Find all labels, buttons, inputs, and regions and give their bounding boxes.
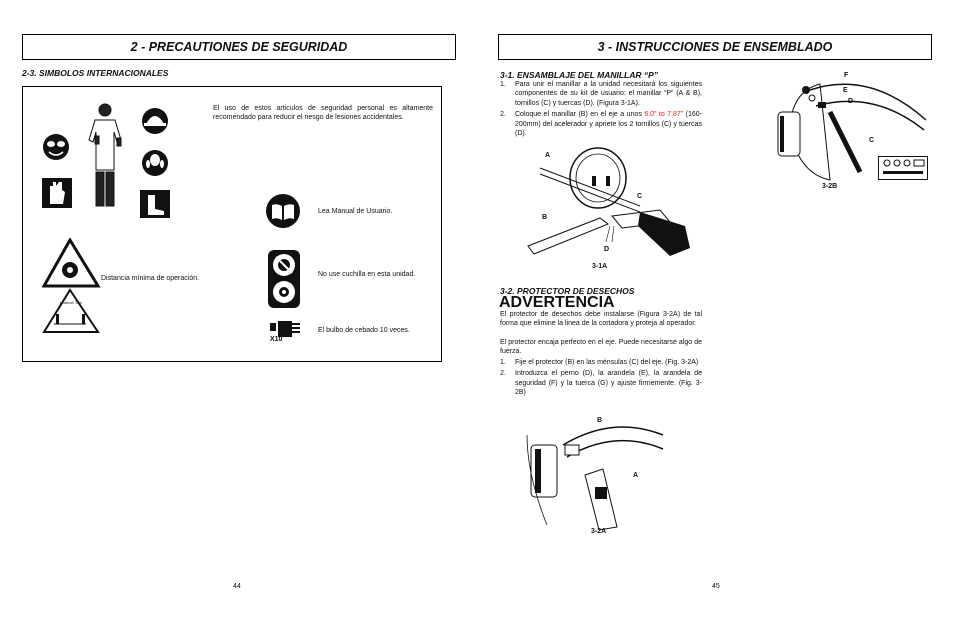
section2-title: 3-2. PROTECTOR DE DESECHOS [500, 286, 635, 296]
no-blade-icon [268, 250, 300, 308]
helmet-icon [142, 108, 168, 134]
left-section-header-text: 2 - PRECAUTIONES DE SEGURIDAD [130, 40, 348, 54]
manual-text: Lea Manual de Usuario. [318, 208, 393, 215]
no-blade-text: No use cuchilla en esta unidad. [318, 271, 416, 278]
left-page-number: 44 [233, 583, 241, 590]
fig-2b-label-f: F [844, 72, 849, 79]
fig-1a-label-d: D [604, 246, 610, 253]
section1-step: 1. Para unir el manillar a la unidad necesitará los siguientes componentes de su kit de usuario: el manillar “P” (A & B), tornillos (C) y tuercas (D). (Figura 3-1A). [500, 81, 702, 107]
hardware-kit-inset [878, 156, 928, 180]
ppe-figure [40, 100, 180, 220]
gloves-icon [42, 178, 72, 208]
boots-icon [140, 190, 170, 218]
manual-icon [265, 193, 301, 229]
eye-protection-icon [43, 134, 69, 160]
fig-1a-label-c: C [637, 193, 643, 200]
fig-2a-label-a: A [633, 472, 639, 479]
section2-steps [500, 358, 702, 400]
right-page-number: 45 [712, 583, 720, 590]
fig-2b-label-d: D [848, 98, 854, 105]
distance-warning-icon [42, 238, 102, 334]
fig-2b-label-c: C [869, 137, 875, 144]
primer-bulb-text: El bulbo de cebado 10 veces. [318, 327, 410, 334]
left-section-header [22, 34, 456, 60]
section2-step: 1. Fije el protector (B) en las ménsulas (C) del eje. (Fig. 3-2A) [500, 359, 699, 366]
section2-para2: El protector encaja perfecto en el eje. Puede necesitarse algo de fuerza. [500, 339, 702, 356]
symbols-subheading: 2-3. SIMBOLOS INTERNACIONALES [22, 68, 169, 78]
primer-bulb-label: X10 [270, 336, 283, 343]
section1-steps [500, 80, 702, 140]
section1-step: 2. Coloque el manillar (B) en el eje a unos 6.0” to 7.87” (160-200mm) del acelerador y apriete los 2 tornillos (C) y tuercas (D). [500, 111, 702, 138]
operator-figure [89, 104, 121, 206]
fig-2b-caption: 3-2B [822, 183, 838, 190]
right-section-header-text: 3 - INSTRUCCIONES DE ENSEMBLADO [597, 40, 833, 54]
fig-2b-label-e: E [843, 87, 848, 94]
section2-para1: El protector de desechos debe instalarse (Figura 3-2A) de tal forma que elimine la linea de la cortadora y proteja al operador. [500, 311, 702, 328]
fig-2a-caption: 3-2A [591, 528, 607, 535]
ear-protection-icon [142, 150, 168, 176]
fig-1a-caption: 3-1A [592, 263, 608, 270]
fig-1a-label-a: A [545, 152, 551, 159]
figure-3-2a [525, 415, 665, 530]
section1-title: 3-1. ENSAMBLAJE DEL MANILLAR “P” [500, 70, 659, 80]
figure-3-1a [520, 146, 700, 264]
safety-intro-text: El uso de estos articulos de seguridad personal es altamente recomendado para reducir el riesgo de lesiones accidentales. [213, 105, 433, 122]
fig-1a-label-b: B [542, 214, 548, 221]
distance-warning-label: Minimum 15m [60, 301, 82, 305]
distance-text: Distancia mínima de operación. [101, 275, 200, 282]
section2-step: 2. Introduzca el perno (D), la arandela (E), la arandela de seguridad (F) y la tuerca (G) y ajuste firmemente. (Fig. 3-2B) [500, 370, 702, 397]
right-section-header [498, 34, 932, 60]
fig-2a-label-b: B [597, 417, 603, 424]
primer-bulb-icon [268, 319, 302, 347]
warning-heading: ADVERTENCIA [499, 294, 615, 311]
measurement-highlight: 6.0” to 7.87” [644, 111, 684, 119]
